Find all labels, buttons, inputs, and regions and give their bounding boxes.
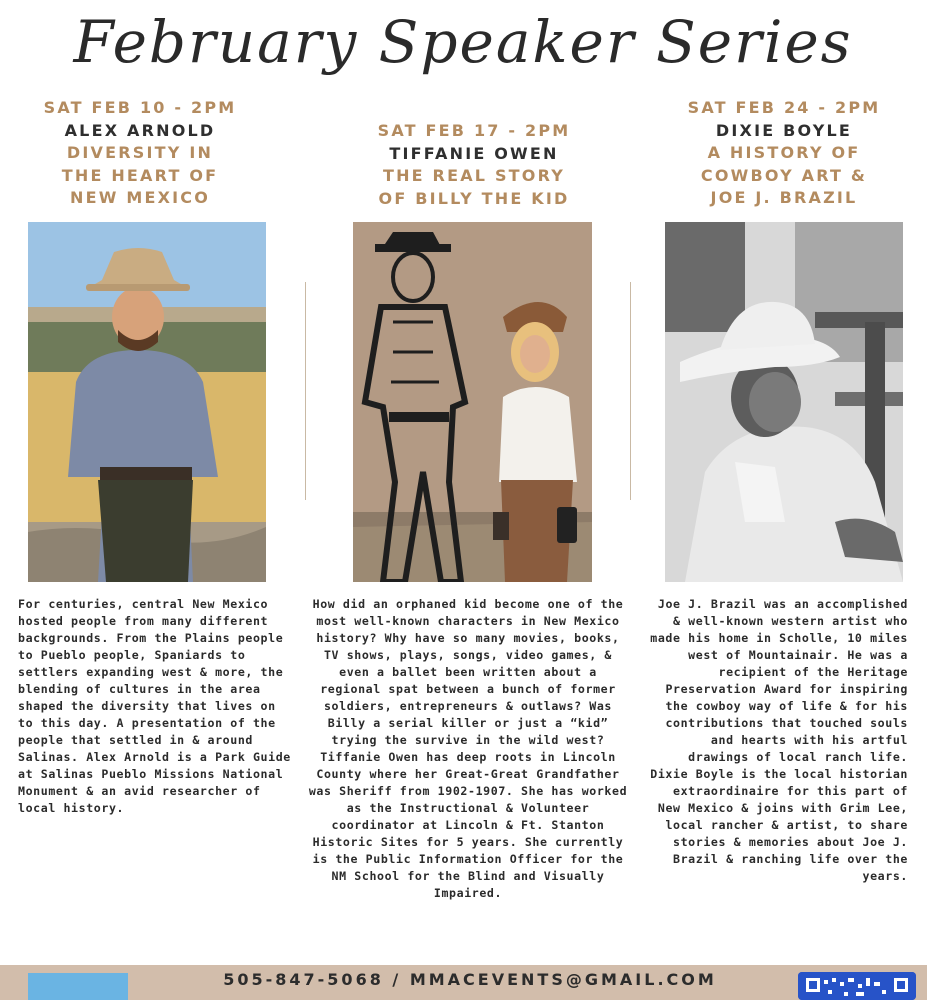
event-topic: DIVERSITY IN THE HEART OF NEW MEXICO xyxy=(61,143,219,207)
event-description: Joe J. Brazil was an accomplished & well-known western artist who made his home in Scholle, 10 miles west of Mountainair. He was a recipient of the Heritage Preservation Award for inspiring the cowboy way of life & for his contributions that touched souls and hearts with his artful drawings of local ranch life. Dixie Boyle is the local historian extraordinaire for this part of New Mexico & joins with Grim Lee, local rancher & artist, to share stories & memories about Joe J. Brazil & ranching life over the years. xyxy=(650,597,908,883)
contact-info[interactable]: 505-847-5068 / MMACEVENTS@GMAIL.COM xyxy=(223,970,717,989)
speaker-photo-alex-arnold xyxy=(28,222,266,582)
event-topic: THE REAL STORY OF BILLY THE KID xyxy=(378,166,570,208)
qr-code-icon[interactable] xyxy=(798,972,916,1000)
event-date: SAT FEB 10 - 2PM xyxy=(43,98,237,117)
event-heading-1 xyxy=(20,97,260,210)
event-description: For centuries, central New Mexico hosted people from many different backgrounds. From the Plains people to Pueblo people, Spaniards to settlers expanding west & more, the blending of cultures in the area shaped the diversity that lives on to this day. A presentation of the people that settled in & around Salinas. Alex Arnold is a Park Guide at Salinas Pueblo Missions National Monument & an avid researcher of local history. xyxy=(18,597,291,815)
footer-color-block xyxy=(28,973,128,1000)
column-divider xyxy=(305,282,306,500)
event-description: How did an orphaned kid become one of the most well-known characters in New Mexico history? Why have so many movies, books, TV shows, plays, songs, video games, & even a ballet been written about a regional spat between a bunch of former soldiers, entrepreneurs & outlaws? Was Billy a serial killer or just a “kid” trying the survive in the wild west? Tiffanie Owen has deep roots in Lincoln County where her Great-Great Grandfather was Sheriff from 1902-1907. She has worked as the Instructional & Volunteer coordinator at Lincoln & Ft. Stanton Historic Sites for 5 years. She currently is the Public Information Officer for the NM School for the Blind and Visually Impaired. xyxy=(308,597,628,900)
event-speaker: DIXIE BOYLE xyxy=(715,120,853,140)
speaker-photo-joe-j-brazil xyxy=(665,222,903,582)
page-title xyxy=(0,0,927,92)
speaker-photo-tiffanie-owen xyxy=(353,222,592,582)
event-date: SAT FEB 24 - 2PM xyxy=(687,98,881,117)
event-heading-2 xyxy=(345,120,603,210)
title-text: February Speaker Series xyxy=(73,8,853,76)
event-date: SAT FEB 17 - 2PM xyxy=(377,121,571,140)
column-divider xyxy=(630,282,631,500)
event-heading-3 xyxy=(664,97,904,210)
event-speaker: ALEX ARNOLD xyxy=(64,120,216,140)
event-speaker: TIFFANIE OWEN xyxy=(389,143,559,163)
event-topic: A HISTORY OF COWBOY ART & JOE J. BRAZIL xyxy=(700,143,868,207)
